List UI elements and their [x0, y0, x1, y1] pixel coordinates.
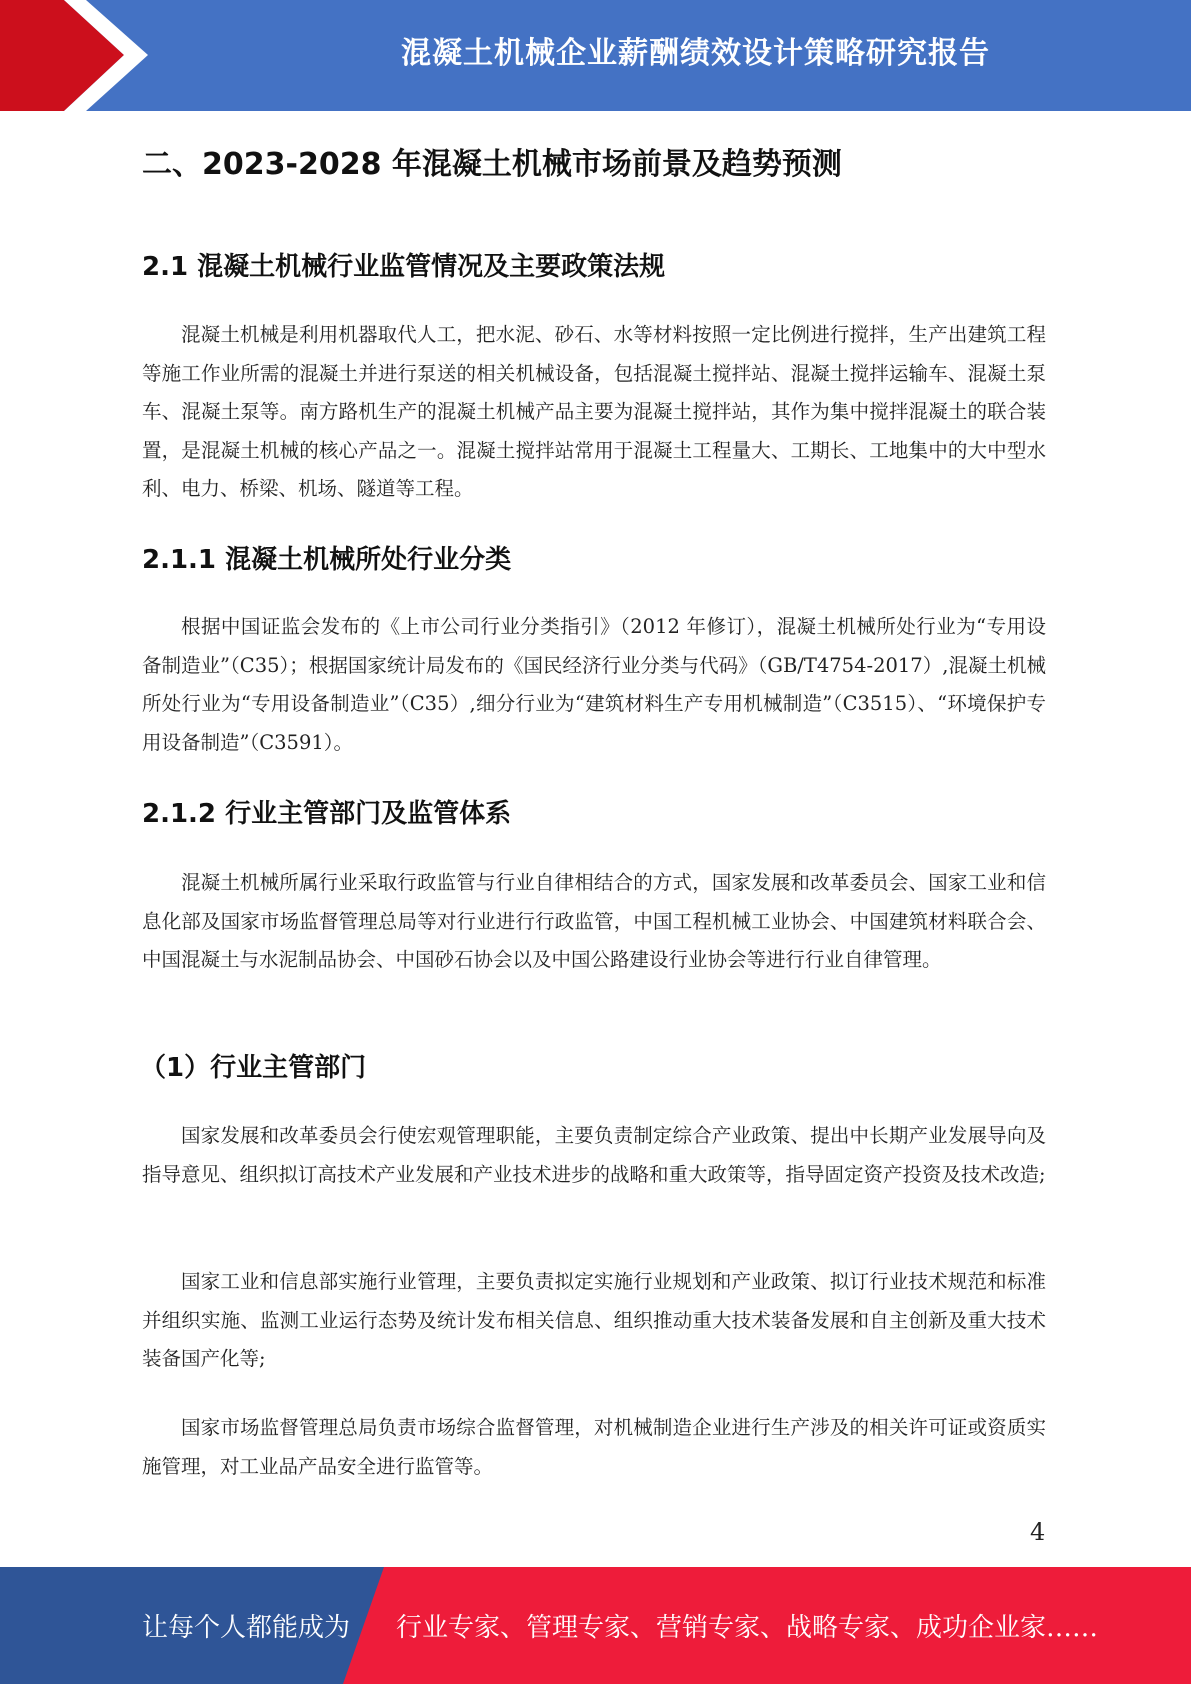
paragraph-miit: 国家工业和信息部实施行业管理，主要负责拟定实施行业规划和产业政策、拟订行业技术规范和标准并组织实施、监测工业运行态势及统计发布相关信息、组织推动重大技术装备发展和自主创新及重大技术装备国产化等;	[142, 1270, 1046, 1370]
heading-2-1-1: 2.1.1 混凝土机械所处行业分类	[142, 545, 512, 575]
paragraph-2-1-1: 根据中国证监会发布的《上市公司行业分类指引》（2012 年修订），混凝土机械所处行业为“专用设备制造业”（C35）；根据国家统计局发布的《国民经济行业分类与代码》（GB/T4754-2017）,混凝土机械所处行业为“专用设备制造业”（C35）,细分行业为“建筑材料生产专用机械制造”（C3515）、“环境保护专用设备制造”（C3591）。	[142, 615, 1046, 754]
report-footer	[0, 1567, 1191, 1684]
paragraph-2-1-2: 混凝土机械所属行业采取行政监管与行业自律相结合的方式，国家发展和改革委员会、国家工业和信息化部及国家市场监督管理总局等对行业进行行政监管，中国工程机械工业协会、中国建筑材料联合会、中国混凝土与水泥制品协会、中国砂石协会以及中国公路建设行业协会等进行行业自律管理。	[142, 871, 1046, 971]
heading-2-1: 2.1 混凝土机械行业监管情况及主要政策法规	[142, 252, 666, 282]
report-title: 混凝土机械企业薪酬绩效设计策略研究报告	[401, 36, 990, 71]
footer-slogan-left: 让每个人都能成为	[142, 1613, 351, 1643]
heading-industry-authority: （1）行业主管部门	[140, 1053, 367, 1083]
paragraph-2-1: 混凝土机械是利用机器取代人工，把水泥、砂石、水等材料按照一定比例进行搅拌，生产出建筑工程等施工作业所需的混凝土并进行泵送的相关机械设备，包括混凝土搅拌站、混凝土搅拌运输车、混凝土泵车、混凝土泵等。南方路机生产的混凝土机械产品主要为混凝土搅拌站，其作为集中搅拌混凝土的联合装置，是混凝土机械的核心产品之一。混凝土搅拌站常用于混凝土工程量大、工期长、工地集中的大中型水利、电力、桥梁、机场、隧道等工程。	[142, 323, 1046, 500]
section-title: 二、2023-2028 年混凝土机械市场前景及趋势预测	[142, 147, 842, 182]
report-header	[0, 0, 1191, 111]
footer-slogan-right: 行业专家、管理专家、营销专家、战略专家、成功企业家……	[396, 1613, 1099, 1643]
paragraph-ndrc: 国家发展和改革委员会行使宏观管理职能，主要负责制定综合产业政策、提出中长期产业发展导向及指导意见、组织拟订高技术产业发展和产业技术进步的战略和重大政策等，指导固定资产投资及技术改造;	[142, 1124, 1046, 1186]
page-number: 4	[1030, 1518, 1046, 1546]
heading-2-1-2: 2.1.2 行业主管部门及监管体系	[142, 799, 512, 829]
paragraph-samr: 国家市场监督管理总局负责市场综合监督管理，对机械制造企业进行生产涉及的相关许可证或资质实施管理，对工业品产品安全进行监管等。	[142, 1416, 1046, 1478]
